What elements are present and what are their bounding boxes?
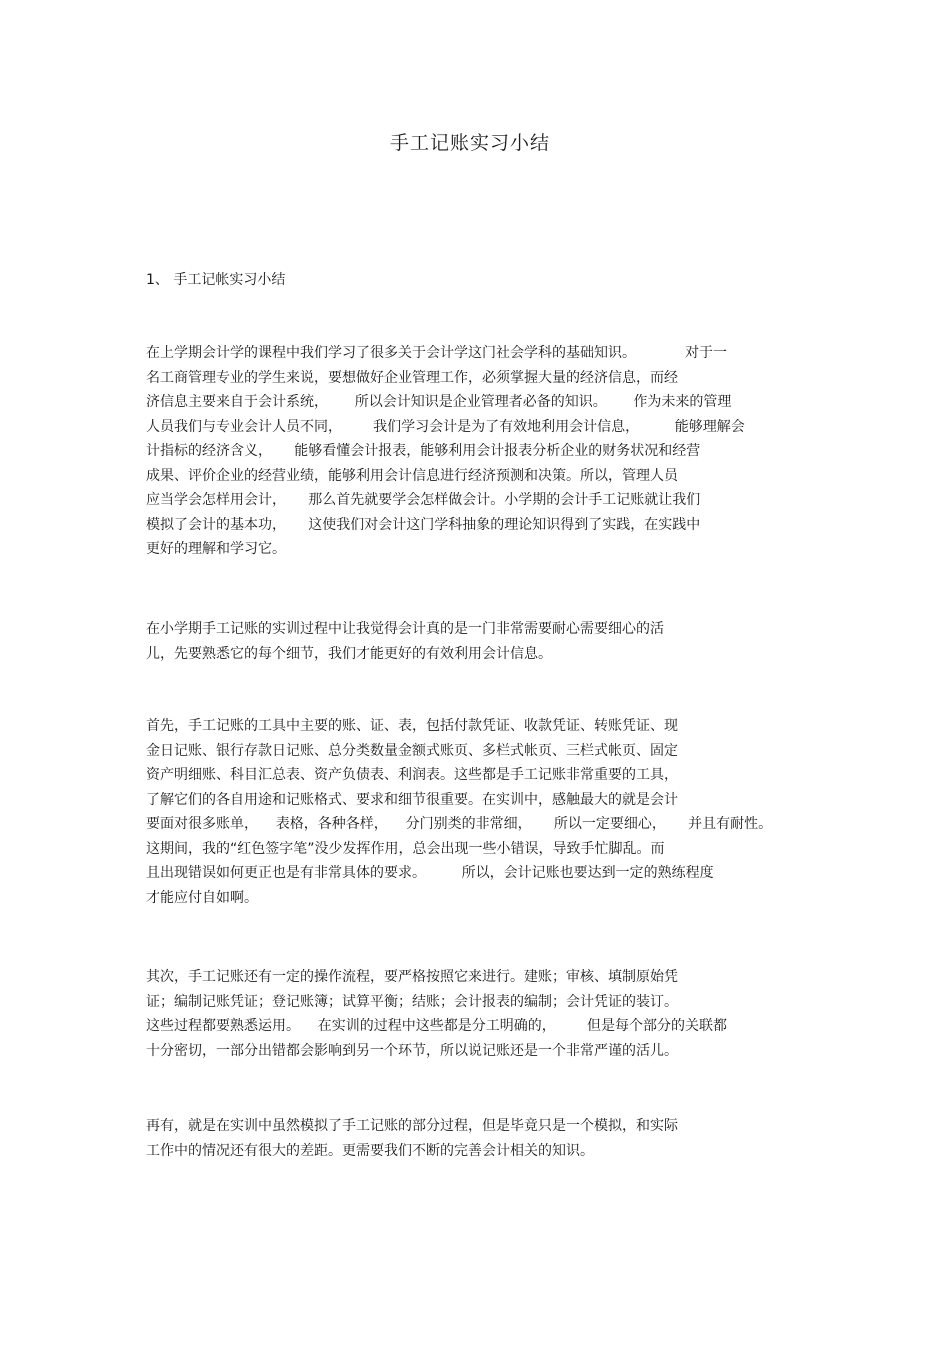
paragraph-line: 十分密切，一部分出错都会影响到另一个环节，所以说记账还是一个非常严谨的活儿。 bbox=[146, 1042, 678, 1059]
paragraph-line: 其次，手工记账还有一定的操作流程，要严格按照它来进行。建账；审核、填制原始凭 bbox=[146, 969, 678, 985]
paragraph-line: 在上学期会计学的课程中我们学习了很多关于会计学这门社会学科的基础知识。 对于一 bbox=[146, 345, 727, 361]
paragraph-line: 更好的理解和学习它。 bbox=[146, 541, 286, 557]
paragraph-conclusion bbox=[146, 1114, 678, 1163]
section-heading: 1、 手工记帐实习小结 bbox=[146, 272, 286, 288]
paragraph-line: 成果、评价企业的经营业绩，能够利用会计信息进行经济预测和决策。所以，管理人员 bbox=[146, 467, 678, 484]
paragraph-tools bbox=[146, 714, 772, 910]
paragraph-line: 且出现错误如何更正也是有非常具体的要求。 所以，会计记账也要达到一定的熟练程度 bbox=[146, 865, 714, 881]
paragraph-intro bbox=[146, 341, 745, 562]
paragraph-line: 才能应付自如啊。 bbox=[146, 889, 258, 906]
paragraph-line: 了解它们的各自用途和记账格式、要求和细节很重要。在实训中，感触最大的就是会计 bbox=[146, 791, 678, 808]
paragraph-line: 名工商管理专业的学生来说，要想做好企业管理工作，必须掌握大量的经济信息，而经 bbox=[146, 369, 678, 386]
paragraph-line: 儿，先要熟悉它的每个细节，我们才能更好的有效利用会计信息。 bbox=[146, 645, 552, 662]
paragraph-line: 证；编制记账凭证；登记账簿；试算平衡；结账；会计报表的编制；会计凭证的装订。 bbox=[146, 993, 678, 1010]
paragraph-line: 这些过程都要熟悉运用。 在实训的过程中这些都是分工明确的， 但是每个部分的关联都 bbox=[146, 1018, 727, 1034]
paragraph-line: 首先，手工记账的工具中主要的账、证、表，包括付款凭证、收款凭证、转账凭证、现 bbox=[146, 718, 678, 734]
paragraph-line: 在小学期手工记账的实训过程中让我觉得会计真的是一门非常需要耐心需要细心的活 bbox=[146, 621, 664, 637]
paragraph-line: 应当学会怎样用会计， 那么首先就要学会怎样做会计。小学期的会计手工记账就让我们 bbox=[146, 492, 701, 508]
paragraph-line: 这期间，我的“红色签字笔”没少发挥作用，总会出现一些小错误，导致手忙脚乱。而 bbox=[146, 840, 665, 857]
paragraph-line: 要面对很多账单， 表格，各种各样， 分门别类的非常细， 所以一定要细心， 并且有耐性。 bbox=[146, 816, 773, 832]
paragraph-line: 工作中的情况还有很大的差距。更需要我们不断的完善会计相关的知识。 bbox=[146, 1142, 594, 1159]
paragraph-process bbox=[146, 965, 727, 1063]
paragraph-line: 济信息主要来自于会计系统， 所以会计知识是企业管理者必备的知识。 作为未来的管理 bbox=[146, 394, 732, 410]
paragraph-line: 资产明细账、科目汇总表、资产负债表、利润表。这些都是手工记账非常重要的工具， bbox=[146, 767, 678, 783]
paragraph-line: 金日记账、银行存款日记账、总分类数量金额式账页、多栏式帐页、三栏式帐页、固定 bbox=[146, 742, 678, 759]
paragraph-line: 模拟了会计的基本功， 这使我们对会计这门学科抽象的理论知识得到了实践，在实践中 bbox=[146, 516, 701, 533]
paragraph-line: 人员我们与专业会计人员不同， 我们学习会计是为了有效地利用会计信息， 能够理解会 bbox=[146, 418, 745, 435]
paragraph-patience bbox=[146, 617, 664, 666]
paragraph-line: 再有，就是在实训中虽然模拟了手工记账的部分过程，但是毕竟只是一个模拟，和实际 bbox=[146, 1118, 678, 1134]
paragraph-line: 计指标的经济含义， 能够看懂会计报表，能够利用会计报表分析企业的财务状况和经营 bbox=[146, 443, 701, 459]
document-title: 手工记账实习小结 bbox=[389, 132, 550, 154]
